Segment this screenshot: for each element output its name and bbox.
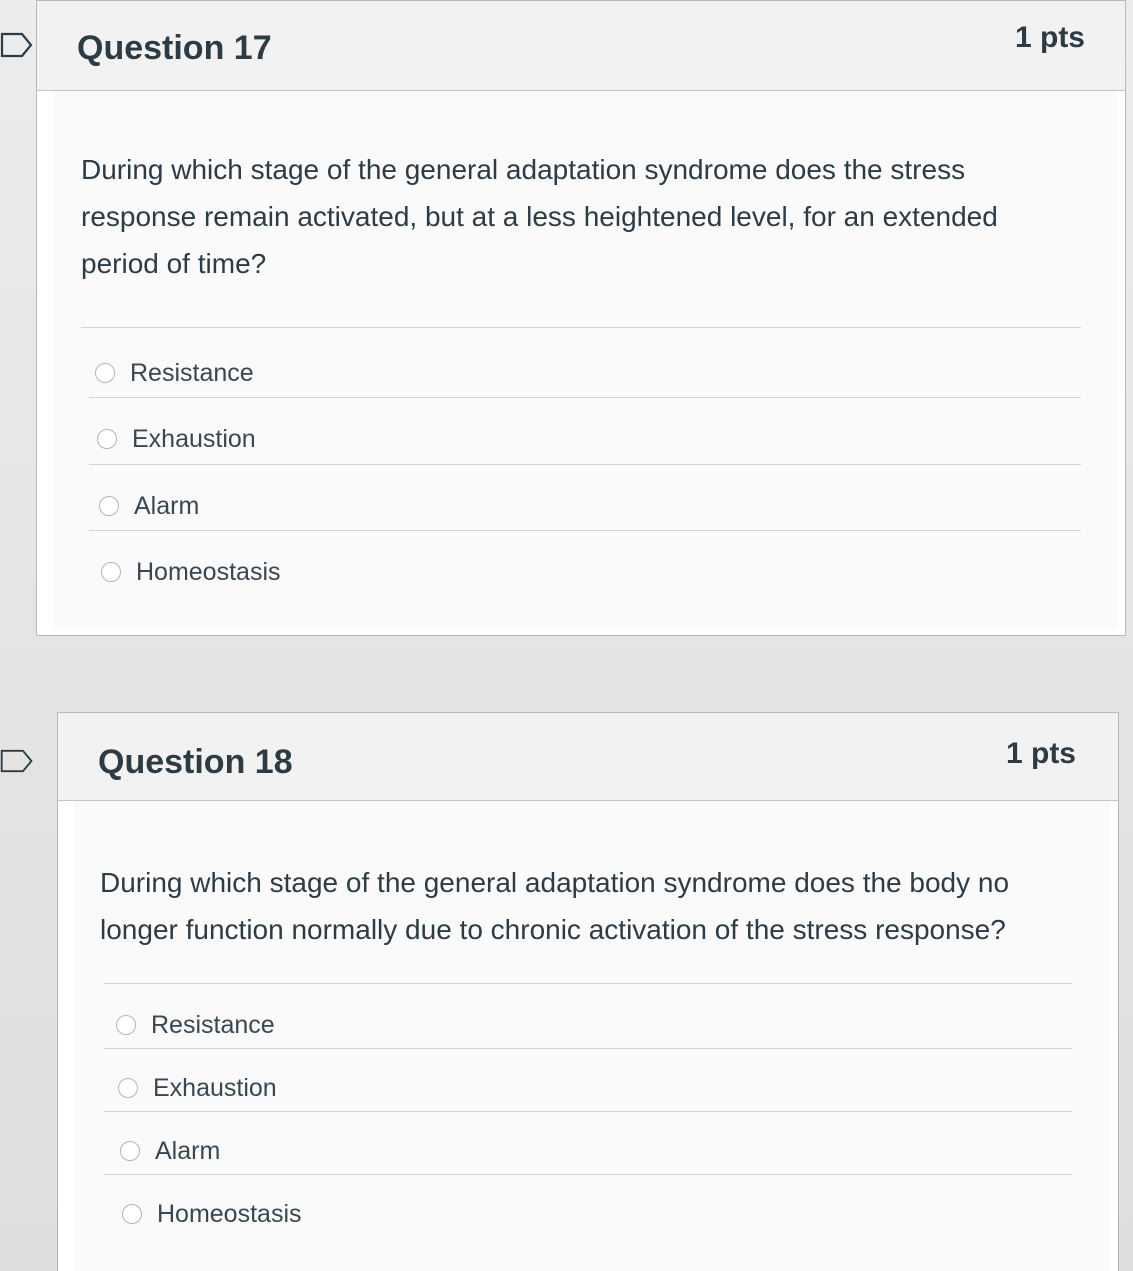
answer-label: Exhaustion [132, 424, 256, 453]
question-18-body [74, 801, 1110, 1271]
radio-button[interactable] [97, 429, 117, 449]
answer-label: Homeostasis [136, 557, 281, 586]
answer-label: Resistance [130, 358, 254, 387]
question-17-body [53, 91, 1117, 629]
answer-label: Homeostasis [157, 1199, 302, 1228]
question-17-answer-homeostasis[interactable] [101, 552, 281, 592]
radio-button[interactable] [120, 1141, 140, 1161]
answer-divider [104, 1174, 1072, 1175]
question-18-text: During which stage of the general adaptation syndrome does the body no longer function normally due to chronic activation of the stress response? [100, 867, 1010, 945]
question-18-header [58, 713, 1118, 801]
answer-label: Resistance [151, 1010, 275, 1039]
question-17-points: 1 pts [1014, 21, 1085, 54]
answer-label: Alarm [134, 491, 200, 520]
question-18-answer-alarm[interactable] [120, 1131, 220, 1171]
answer-label: Exhaustion [153, 1073, 277, 1102]
question-17 [36, 0, 1126, 636]
question-18-divider [104, 983, 1072, 984]
question-17-answer-exhaustion[interactable] [97, 419, 256, 459]
radio-button[interactable] [116, 1015, 136, 1035]
question-18-points: 1 pts [1005, 737, 1076, 770]
question-17-header [37, 1, 1125, 91]
question-18-answer-resistance[interactable] [116, 1005, 275, 1045]
question-17-title: Question 17 [77, 29, 272, 67]
question-18-title: Question 18 [98, 743, 293, 781]
radio-button[interactable] [95, 363, 115, 383]
flag-question-18-icon[interactable] [0, 748, 34, 774]
question-17-divider [81, 327, 1081, 328]
answer-divider [89, 464, 1081, 465]
question-17-answer-resistance[interactable] [95, 353, 254, 393]
radio-button[interactable] [99, 496, 119, 516]
answer-label: Alarm [155, 1136, 221, 1165]
question-18 [57, 712, 1119, 1271]
radio-button[interactable] [118, 1078, 138, 1098]
question-18-answer-exhaustion[interactable] [118, 1068, 277, 1108]
question-17-text: During which stage of the general adaptation syndrome does the stress response remain activated, but at a less heightened level, for an extended period of time? [81, 154, 998, 279]
answer-divider [89, 397, 1081, 398]
flag-question-17-icon[interactable] [0, 32, 34, 58]
question-18-answer-homeostasis[interactable] [122, 1194, 302, 1234]
answer-divider [104, 1111, 1072, 1112]
radio-button[interactable] [101, 562, 121, 582]
question-17-answer-alarm[interactable] [99, 486, 199, 526]
answer-divider [104, 1048, 1072, 1049]
answer-divider [89, 530, 1081, 531]
radio-button[interactable] [122, 1204, 142, 1224]
